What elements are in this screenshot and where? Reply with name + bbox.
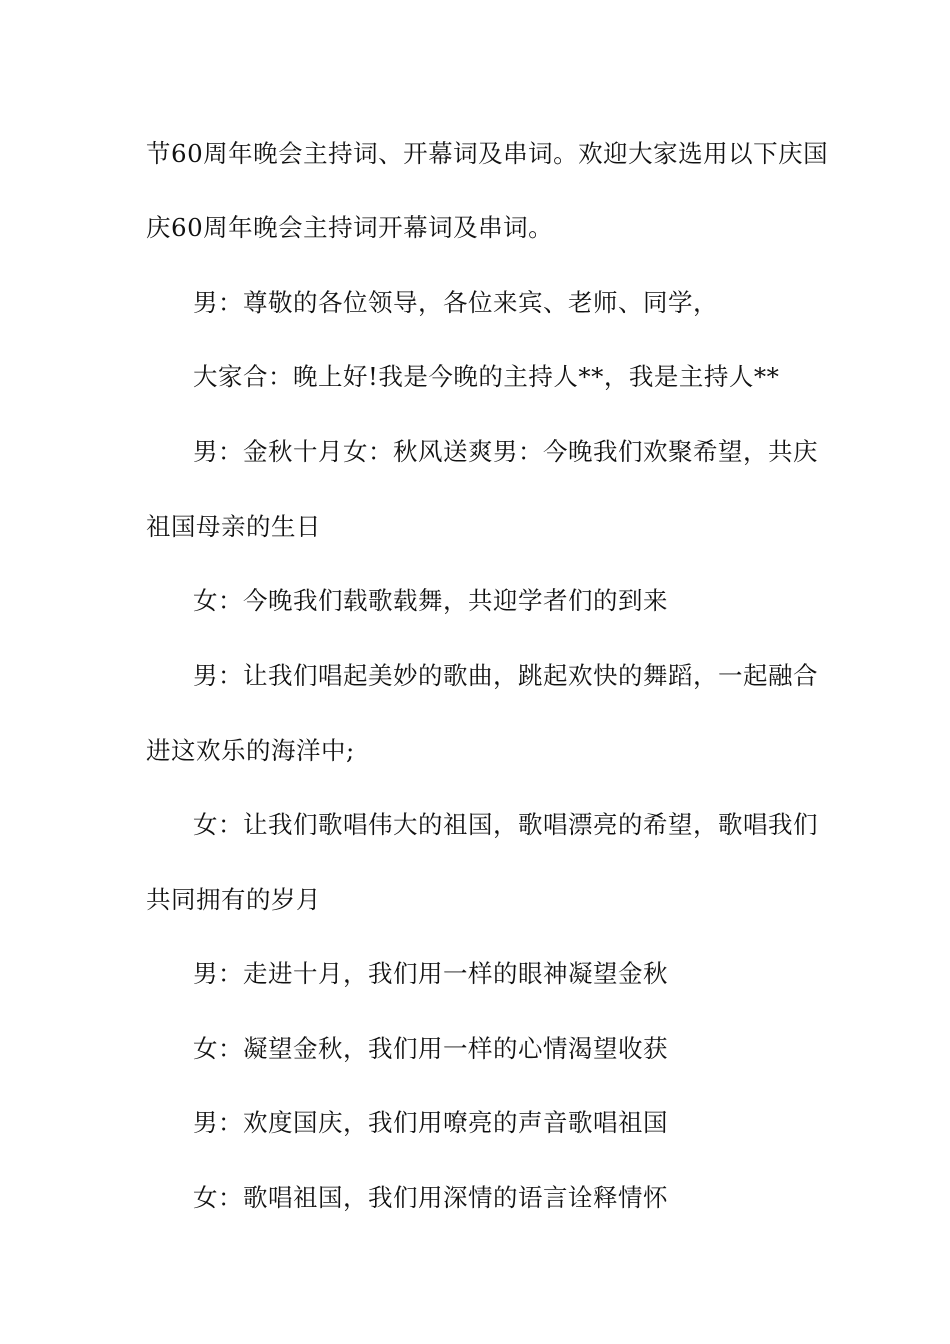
text-line: 大家合：晚上好!我是今晚的主持人**，我是主持人** — [193, 362, 780, 391]
text-line: 女：今晚我们载歌载舞，共迎学者们的到来 — [193, 586, 668, 615]
text-line: 庆60周年晚会主持词开幕词及串词。 — [146, 213, 554, 242]
text-line: 男：走进十月，我们用一样的眼神凝望金秋 — [193, 959, 668, 988]
text-line: 进这欢乐的海洋中; — [146, 736, 355, 765]
text-line: 祖国母亲的生日 — [146, 512, 321, 541]
text-line: 共同拥有的岁月 — [146, 885, 321, 914]
text-line: 男：金秋十月女：秋风送爽男：今晚我们欢聚希望，共庆 — [193, 437, 818, 466]
text-line: 节60周年晚会主持词、开幕词及串词。欢迎大家选用以下庆国 — [146, 139, 829, 168]
text-line: 男：让我们唱起美妙的歌曲，跳起欢快的舞蹈，一起融合 — [193, 661, 818, 690]
text-line: 男：欢度国庆，我们用嘹亮的声音歌唱祖国 — [193, 1108, 668, 1137]
text-line: 女：歌唱祖国，我们用深情的语言诠释情怀 — [193, 1183, 668, 1212]
text-line: 男：尊敬的各位领导，各位来宾、老师、同学， — [193, 288, 718, 317]
text-line: 女：让我们歌唱伟大的祖国，歌唱漂亮的希望，歌唱我们 — [193, 810, 818, 839]
text-line: 女：凝望金秋，我们用一样的心情渴望收获 — [193, 1034, 668, 1063]
